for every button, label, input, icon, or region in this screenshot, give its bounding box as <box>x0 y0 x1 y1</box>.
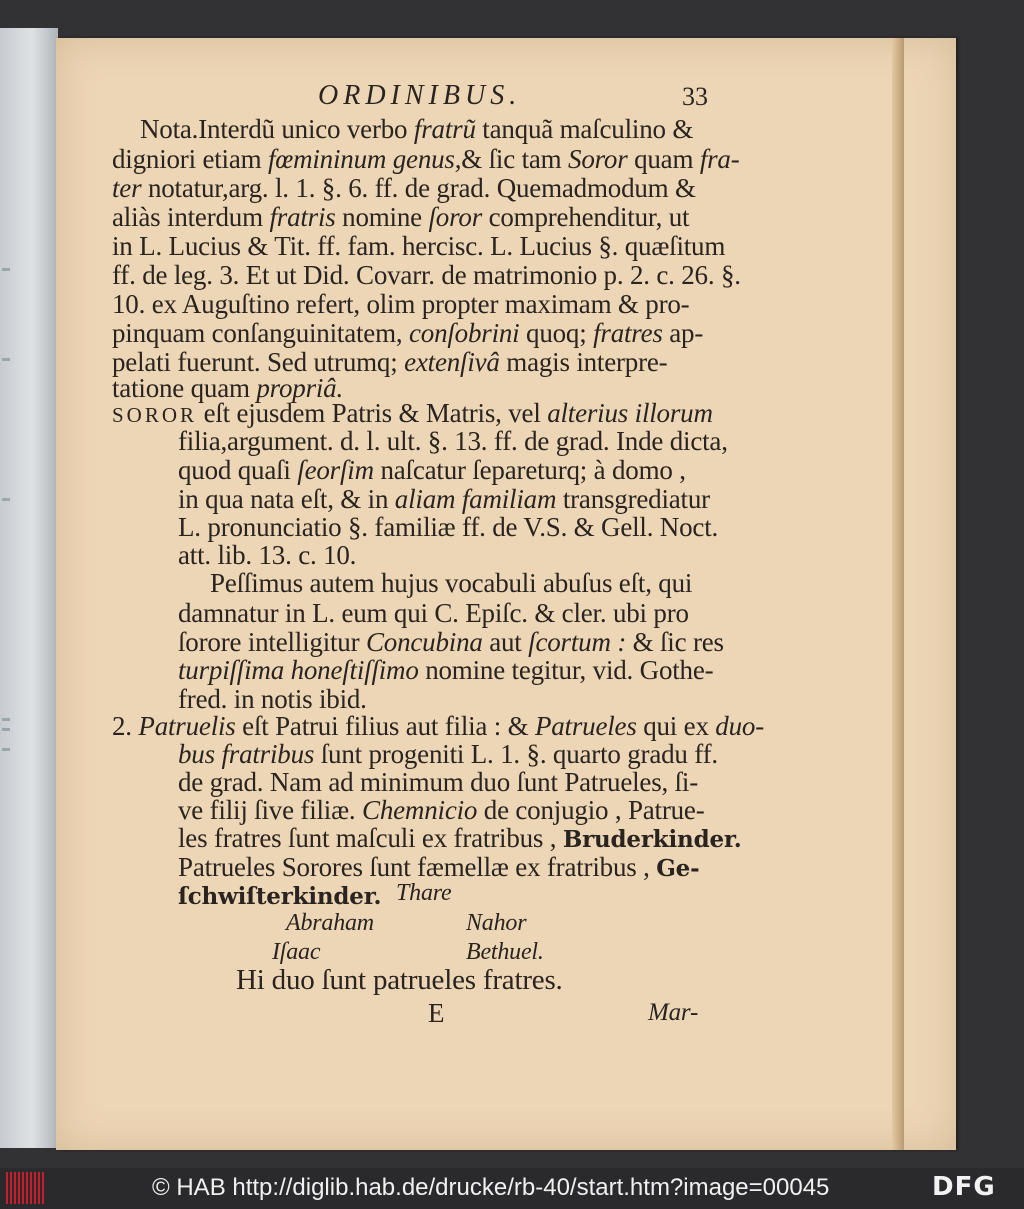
text-run: 10. ex Auguſtino refert, olim propter maximam & pro- <box>112 289 690 319</box>
text-run: nomine <box>335 202 429 232</box>
text-line <box>112 231 725 261</box>
text-line <box>178 684 367 714</box>
text-run: bus fratribus <box>178 739 315 769</box>
dfg-logo: DFG <box>932 1172 996 1202</box>
text-run: ap- <box>662 318 704 348</box>
text-run: conſobrini <box>408 318 520 348</box>
text-run: transgrediatur <box>556 484 710 514</box>
text-line <box>112 144 740 174</box>
text-run: nomine tegitur, vid. Gothe- <box>418 655 714 685</box>
text-line <box>178 823 742 855</box>
text-run: Ge- <box>656 855 700 882</box>
text-run: quod quaſi <box>178 455 298 485</box>
tree-left-1: Abraham <box>286 910 374 936</box>
text-run: ſchwiſterkinder. <box>178 883 382 910</box>
text-line <box>178 455 686 485</box>
barcode-bar <box>22 1172 24 1204</box>
text-run: ſorore intelligitur <box>178 627 366 657</box>
text-line <box>112 711 764 741</box>
text-line <box>178 484 710 514</box>
text-run: quoq; <box>519 318 594 348</box>
text-run: SOROR <box>112 403 198 427</box>
copyright-link[interactable]: © HAB http://diglib.hab.de/drucke/rb-40/start.htm?image=00045 <box>152 1174 830 1201</box>
closing-line: Hi duo ſunt patrueles fratres. <box>236 964 563 996</box>
text-run: filia,argument. d. l. ult. §. 13. ff. de grad. Inde dicta, <box>178 426 728 456</box>
barcode-bar <box>30 1172 32 1204</box>
tree-left-2: Iſaac <box>272 939 321 965</box>
tree-root: Thare <box>396 880 452 906</box>
text-run: fred. in notis ibid. <box>178 684 367 714</box>
barcode-bar <box>6 1172 8 1204</box>
catchword: Mar- <box>648 999 699 1026</box>
text-run: damnatur in L. eum qui C. Epiſc. & cler. ubi pro <box>178 598 689 628</box>
text-line <box>178 512 718 542</box>
barcode-bar <box>26 1172 28 1204</box>
text-run: ter <box>112 173 142 203</box>
hab-barcode-logo <box>6 1172 50 1204</box>
text-run: Concubina <box>365 627 483 657</box>
text-run: tatione quam <box>112 373 257 403</box>
text-run: Patrueles Sorores ſunt fæmellæ ex fratribus , <box>178 852 657 882</box>
text-run: Nota.Interdũ unico verbo <box>140 114 414 144</box>
text-run: pinquam conſanguinitatem, <box>112 318 409 348</box>
barcode-bar <box>42 1172 44 1204</box>
text-run: fra- <box>699 144 740 174</box>
text-run: ſunt progeniti L. 1. §. quarto gradu ff. <box>314 739 718 769</box>
text-run: notatur,arg. l. 1. §. 6. ff. de grad. Quemadmodum & <box>141 173 696 203</box>
text-run: de conjugio , Patrue- <box>477 795 705 825</box>
text-run: digniori etiam <box>112 144 268 174</box>
page-number: 33 <box>682 82 708 111</box>
text-run: aut <box>482 627 529 657</box>
text-run: in qua nata eſt, & in <box>178 484 395 514</box>
text-line <box>112 289 689 319</box>
text-line <box>112 202 689 232</box>
barcode-bar <box>34 1172 36 1204</box>
text-run: Patrueles <box>534 711 637 741</box>
text-run: fratrũ <box>413 114 476 144</box>
text-run: naſcatur ſepareturq; à domo , <box>373 455 686 485</box>
text-run: pelati fuerunt. Sed utrumq; <box>112 347 405 377</box>
barcode-bar <box>10 1172 12 1204</box>
text-run: alterius illorum <box>547 398 713 428</box>
text-run: aliam familiam <box>394 484 557 514</box>
text-run: fœmininum genus, <box>267 144 462 174</box>
text-run: turpiſſima honeſtiſſimo <box>178 655 419 685</box>
text-run: extenſivâ <box>404 347 500 377</box>
page-edge-shadow <box>892 38 904 1150</box>
text-run: L. pronunciatio §. familiæ ff. de V.S. & Gell. Noct. <box>178 512 719 542</box>
running-head: ORDINIBUS. <box>318 80 522 111</box>
text-run: & ſic res <box>626 627 724 657</box>
signature-mark: E <box>428 998 445 1028</box>
text-line <box>140 114 693 144</box>
text-run: quam <box>627 144 700 174</box>
text-line <box>178 627 724 657</box>
text-line <box>178 655 713 685</box>
text-run: comprehenditur, ut <box>482 202 690 232</box>
text-line <box>112 260 741 290</box>
text-run: att. lib. 13. c. 10. <box>178 540 357 570</box>
text-run: ſeorſim <box>297 455 374 485</box>
text-run: ve filij ſive filiæ. <box>178 795 363 825</box>
text-run: duo- <box>715 711 764 741</box>
barcode-bar <box>38 1172 40 1204</box>
text-run: in L. Lucius & Tit. ff. fam. hercisc. L. Lucius §. quæſitum <box>112 231 726 261</box>
text-line <box>112 318 703 348</box>
text-run: de grad. Nam ad minimum duo ſunt Patrueles, ſi- <box>178 767 699 797</box>
text-run: Peſſimus autem hujus vocabuli abuſus eſt, qui <box>210 568 693 598</box>
text-run: Soror <box>568 144 628 174</box>
footer-bar <box>0 1168 1024 1209</box>
text-run: tanquã maſculino & <box>475 114 694 144</box>
barcode-bar <box>14 1172 16 1204</box>
text-line <box>178 540 356 570</box>
text-line <box>210 568 692 598</box>
text-run: fratris <box>269 202 336 232</box>
text-line <box>112 173 696 203</box>
text-run: ſoror <box>428 202 483 232</box>
text-run: les fratres ſunt maſculi ex fratribus , <box>178 823 563 853</box>
text-run: eſt Patrui filius aut filia : & <box>235 711 535 741</box>
text-run: qui ex <box>636 711 716 741</box>
text-run: propriâ. <box>256 373 344 403</box>
text-line <box>178 739 718 769</box>
tree-right-1: Nahor <box>466 910 527 936</box>
text-run: ff. de leg. 3. Et ut Did. Covarr. de matrimonio p. 2. c. 26. §. <box>112 260 741 290</box>
text-line <box>178 426 728 456</box>
text-run: Chemnicio <box>362 795 478 825</box>
text-line <box>178 598 689 628</box>
tree-right-2: Bethuel. <box>466 939 544 965</box>
text-run: fratres <box>593 318 663 348</box>
text-run: aliàs interdum <box>112 202 270 232</box>
previous-page-edge <box>0 28 58 1148</box>
text-line <box>178 795 705 825</box>
text-run: Patruelis <box>138 711 236 741</box>
text-run: eſt ejusdem Patris & Matris, vel <box>197 398 548 428</box>
text-run: 2. <box>112 711 139 741</box>
text-run: magis interpre- <box>499 347 668 377</box>
text-line <box>178 767 698 797</box>
barcode-bar <box>18 1172 20 1204</box>
text-run: Bruderkinder. <box>562 826 742 853</box>
text-run: & ſic tam <box>461 144 569 174</box>
text-run: ſcortum : <box>528 627 627 657</box>
